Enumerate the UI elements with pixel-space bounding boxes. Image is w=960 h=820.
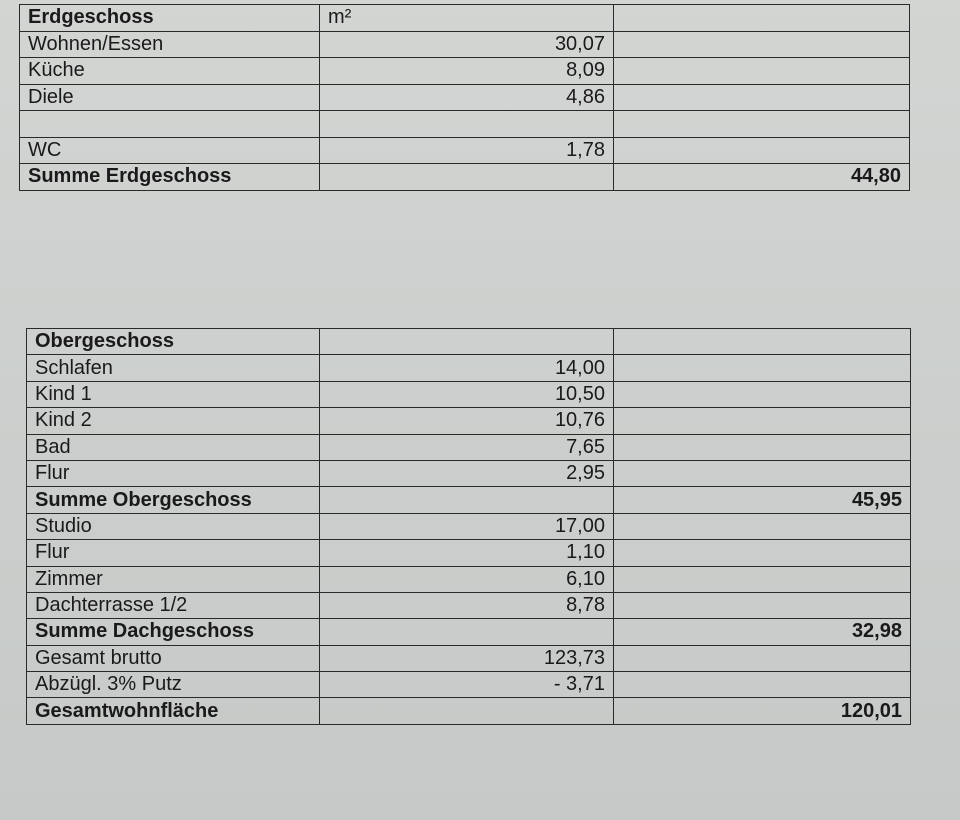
total-cell	[614, 355, 911, 381]
area-value: 1,78	[320, 137, 614, 164]
table-row	[27, 566, 911, 592]
sum-label: Gesamtwohnfläche	[27, 698, 320, 724]
room-label: Zimmer	[27, 566, 320, 592]
room-label	[20, 111, 320, 138]
erdgeschoss-table	[19, 4, 910, 191]
room-label: Diele	[20, 84, 320, 111]
area-value	[320, 487, 614, 513]
sum-total: 45,95	[614, 487, 911, 513]
total-cell	[614, 5, 910, 32]
table-row	[27, 592, 911, 618]
table-header-row	[27, 329, 911, 355]
table-row	[20, 31, 910, 58]
sum-row	[20, 164, 910, 191]
table-row	[27, 434, 911, 460]
table-row	[27, 645, 911, 671]
table-row	[27, 672, 911, 698]
area-value: 14,00	[320, 355, 614, 381]
total-cell	[614, 58, 910, 85]
room-label: WC	[20, 137, 320, 164]
sum-label: Summe Obergeschoss	[27, 487, 320, 513]
room-label: Kind 1	[27, 381, 320, 407]
table-header-row	[20, 5, 910, 32]
unit-label	[320, 329, 614, 355]
total-cell	[614, 381, 911, 407]
table-row	[27, 408, 911, 434]
room-label: Studio	[27, 513, 320, 539]
total-cell	[614, 566, 911, 592]
area-value: 1,10	[320, 540, 614, 566]
total-cell	[614, 111, 910, 138]
area-value	[320, 111, 614, 138]
room-label: Flur	[27, 540, 320, 566]
obergeschoss-table	[26, 328, 911, 725]
area-value: 10,50	[320, 381, 614, 407]
area-value: 6,10	[320, 566, 614, 592]
area-value: 17,00	[320, 513, 614, 539]
area-value	[320, 164, 614, 191]
room-label: Bad	[27, 434, 320, 460]
sum-row	[27, 698, 911, 724]
area-value	[320, 619, 614, 645]
table-row	[20, 58, 910, 85]
sum-label: Summe Erdgeschoss	[20, 164, 320, 191]
area-value: - 3,71	[320, 672, 614, 698]
total-cell	[614, 645, 911, 671]
room-label: Wohnen/Essen	[20, 31, 320, 58]
room-label: Schlafen	[27, 355, 320, 381]
room-label: Kind 2	[27, 408, 320, 434]
area-value: 30,07	[320, 31, 614, 58]
table-row	[27, 381, 911, 407]
room-label: Gesamt brutto	[27, 645, 320, 671]
section-heading: Obergeschoss	[27, 329, 320, 355]
total-cell	[614, 84, 910, 111]
area-value: 8,09	[320, 58, 614, 85]
sum-row	[27, 487, 911, 513]
total-cell	[614, 137, 910, 164]
sum-label: Summe Dachgeschoss	[27, 619, 320, 645]
total-cell	[614, 460, 911, 486]
total-cell	[614, 31, 910, 58]
total-cell	[614, 434, 911, 460]
sum-total: 32,98	[614, 619, 911, 645]
table-row	[20, 84, 910, 111]
sum-total: 120,01	[614, 698, 911, 724]
room-label: Dachterrasse 1/2	[27, 592, 320, 618]
total-cell	[614, 592, 911, 618]
sum-total: 44,80	[614, 164, 910, 191]
total-cell	[614, 408, 911, 434]
area-value: 8,78	[320, 592, 614, 618]
total-cell	[614, 513, 911, 539]
table-row	[27, 513, 911, 539]
area-value: 7,65	[320, 434, 614, 460]
area-value	[320, 698, 614, 724]
area-value: 4,86	[320, 84, 614, 111]
unit-label: m²	[320, 5, 614, 32]
room-label: Küche	[20, 58, 320, 85]
area-value: 2,95	[320, 460, 614, 486]
table-row	[27, 540, 911, 566]
total-cell	[614, 672, 911, 698]
table-row	[20, 137, 910, 164]
area-value: 123,73	[320, 645, 614, 671]
table-row	[20, 111, 910, 138]
total-cell	[614, 540, 911, 566]
sum-row	[27, 619, 911, 645]
area-value: 10,76	[320, 408, 614, 434]
table-row	[27, 460, 911, 486]
room-label: Abzügl. 3% Putz	[27, 672, 320, 698]
table-row	[27, 355, 911, 381]
section-heading: Erdgeschoss	[20, 5, 320, 32]
room-label: Flur	[27, 460, 320, 486]
total-cell	[614, 329, 911, 355]
